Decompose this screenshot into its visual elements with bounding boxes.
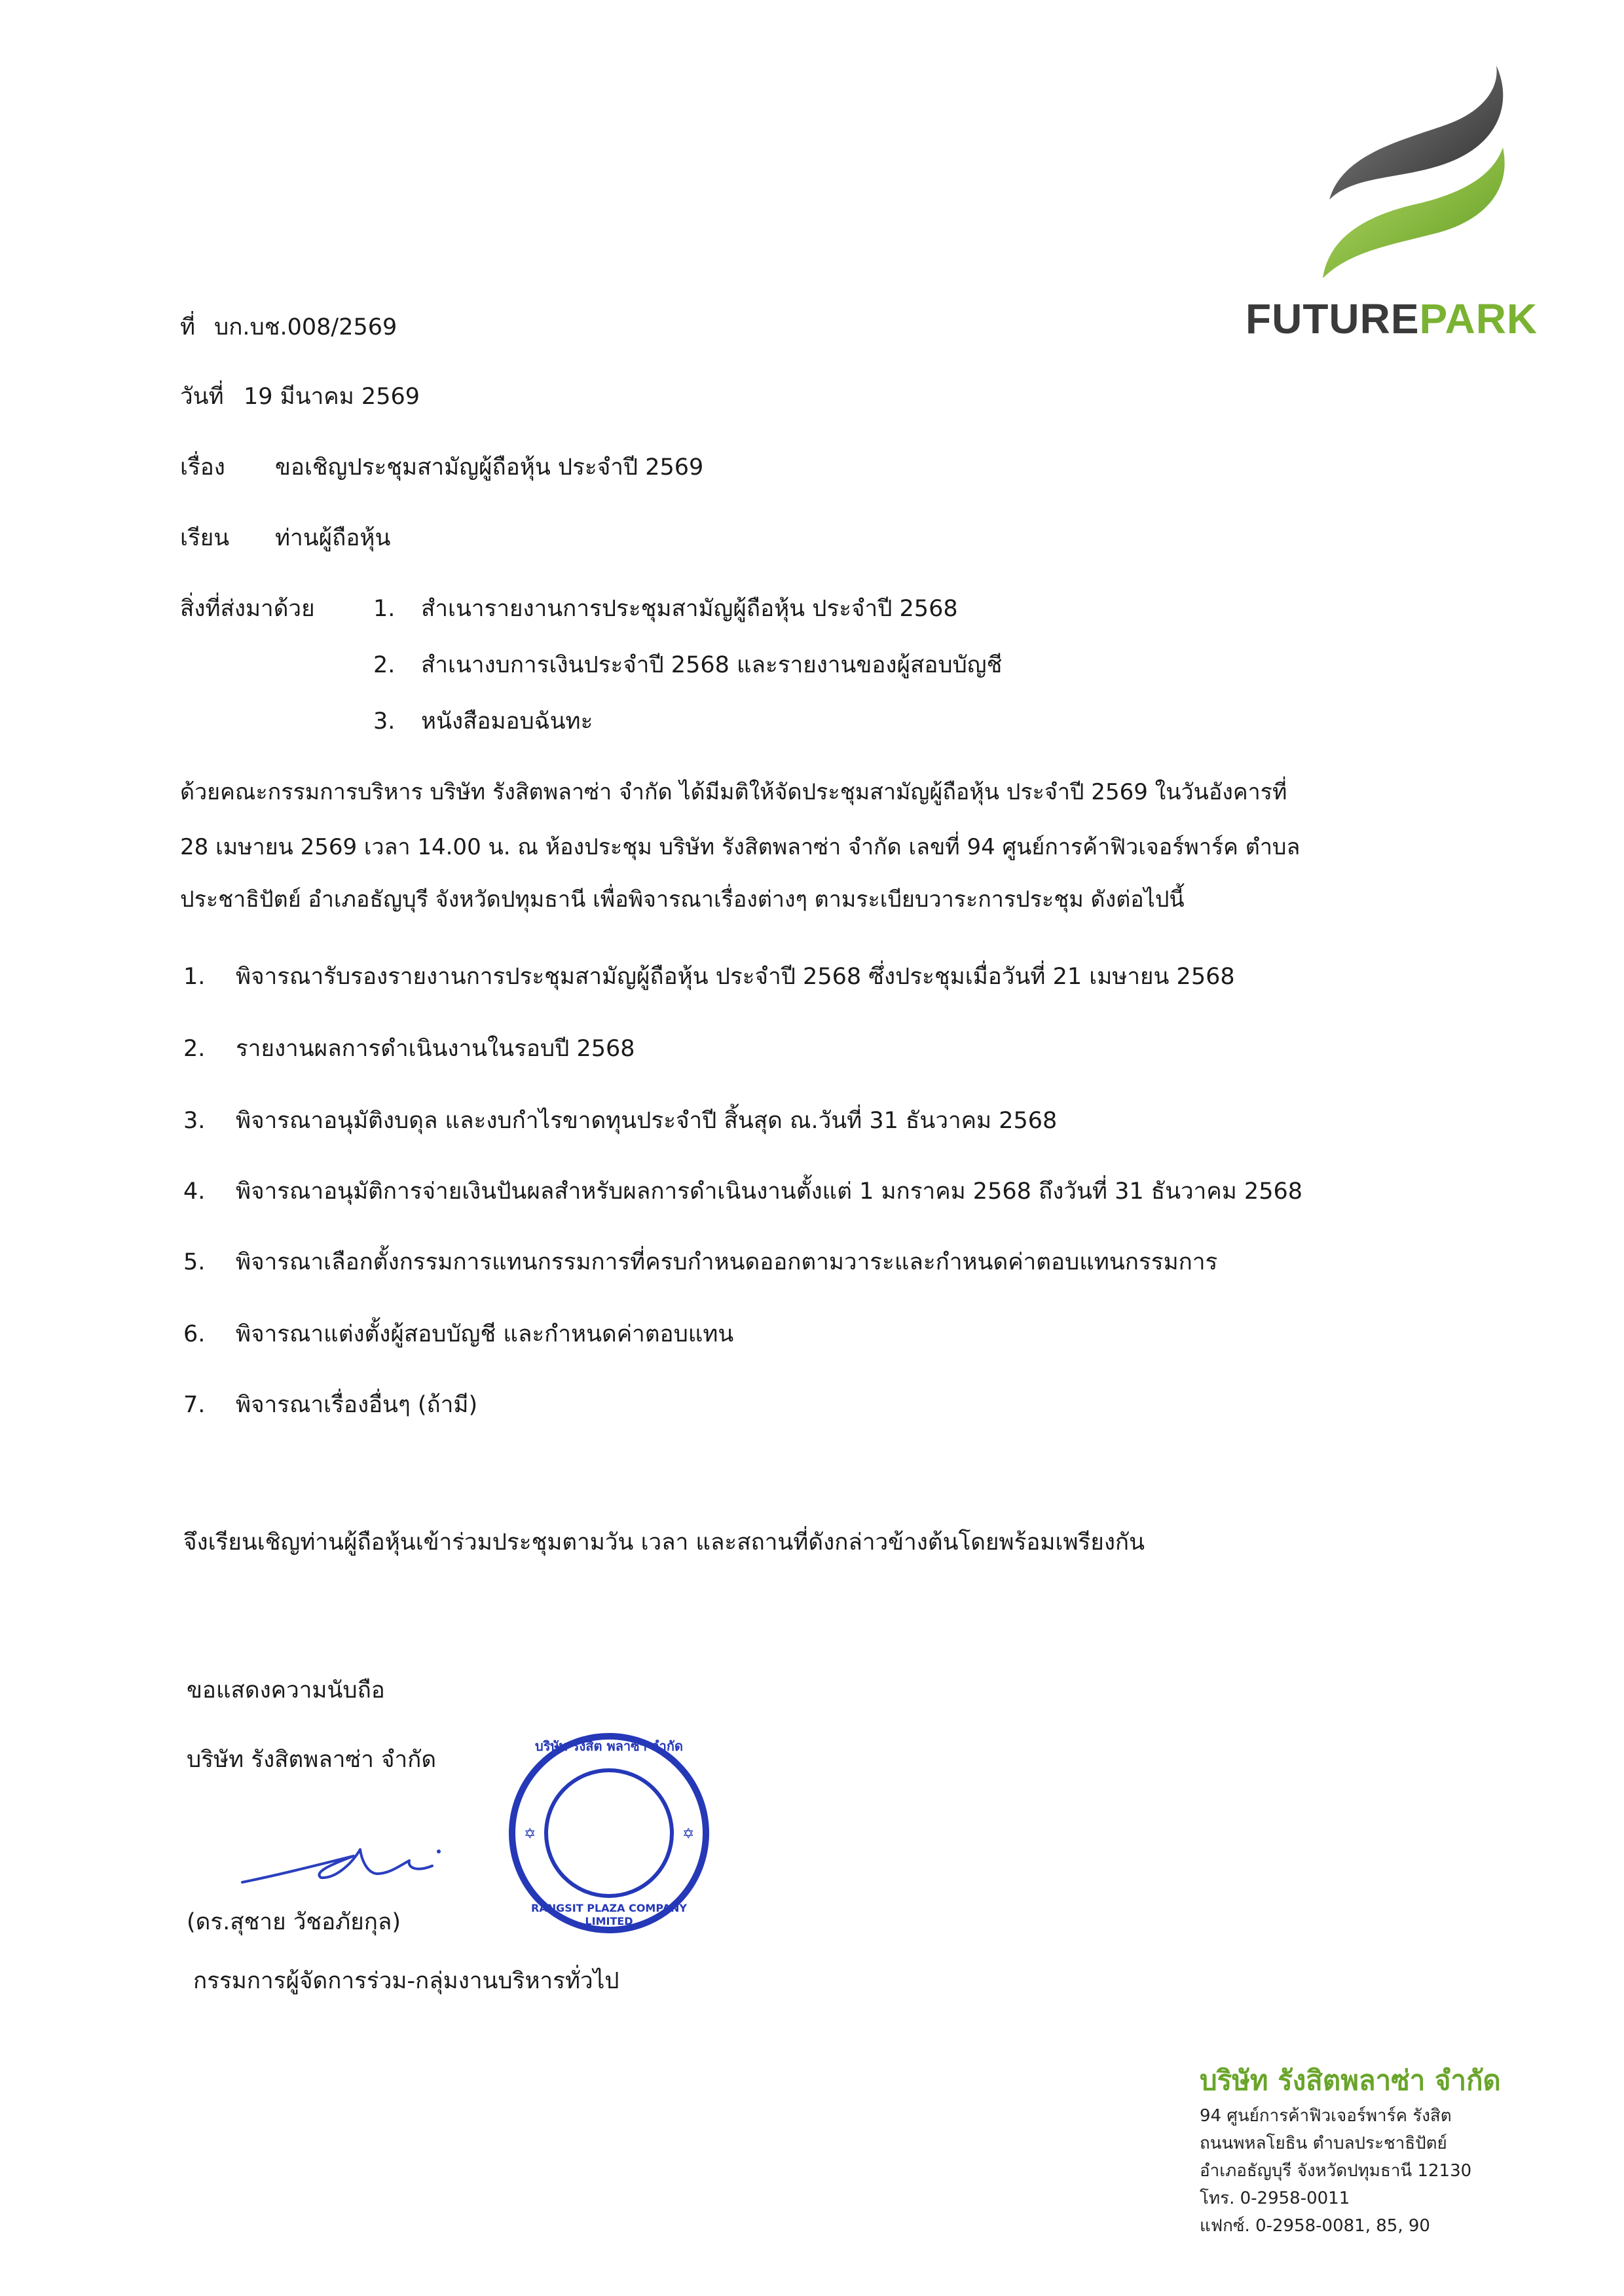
logo-word-future: FUTURE bbox=[1246, 295, 1420, 342]
intro-line: ด้วยคณะกรรมการบริหาร บริษัท รังสิตพลาซ่า จำกัด ได้มีมติให้จัดประชุมสามัญผู้ถือหุ้น ประจำปี 2569 ในวันอังคารที่ bbox=[180, 779, 1287, 805]
agenda-item: พิจารณาเรื่องอื่นๆ (ถ้ามี) bbox=[236, 1392, 478, 1418]
agenda-item: พิจารณาแต่งตั้งผู้สอบบัญชี และกำหนดค่าตอบแทน bbox=[236, 1321, 734, 1347]
agenda-item: พิจารณาอนุมัติการจ่ายเงินปันผลสำหรับผลการดำเนินงานตั้งแต่ 1 มกราคม 2568 ถึงวันที่ 31 ธันวาคม 2568 bbox=[236, 1178, 1303, 1205]
footer-phone: โทร. 0-2958-0011 bbox=[1200, 2189, 1350, 2208]
subject-value: ขอเชิญประชุมสามัญผู้ถือหุ้น ประจำปี 2569 bbox=[275, 454, 704, 481]
footer-line: ถนนพหลโยธิน ตำบลประชาธิปัตย์ bbox=[1200, 2134, 1447, 2153]
svg-text:✡: ✡ bbox=[682, 1826, 695, 1842]
ref-value: บก.บช.008/2569 bbox=[214, 314, 397, 340]
futurepark-logo-icon bbox=[1303, 62, 1519, 285]
svg-text:✡: ✡ bbox=[524, 1826, 536, 1842]
seal-english-text: RANGSIT PLAZA COMPANY LIMITED bbox=[531, 1902, 687, 1927]
agenda-item: พิจารณารับรองรายงานการประชุมสามัญผู้ถือหุ้น ประจำปี 2568 ซึ่งประชุมเมื่อวันที่ 21 เมษายน 2568 bbox=[236, 964, 1235, 990]
closing-text: จึงเรียนเชิญท่านผู้ถือหุ้นเข้าร่วมประชุมตามวัน เวลา และสถานที่ดังกล่าวข้างต้นโดยพร้อมเพรียงกัน bbox=[183, 1529, 1145, 1556]
regards-text: ขอแสดงความนับถือ bbox=[187, 1677, 385, 1704]
agenda-item: รายงานผลการดำเนินงานในรอบปี 2568 bbox=[236, 1036, 635, 1062]
enclosure-num: 1. bbox=[373, 596, 396, 622]
seal-thai-text: บริษัท รังสิต พลาซ่า จำกัด bbox=[535, 1738, 683, 1754]
to-value: ท่านผู้ถือหุ้น bbox=[275, 525, 391, 551]
agenda-num: 2. bbox=[183, 1036, 206, 1062]
signoff-company: บริษัท รังสิตพลาซ่า จำกัด bbox=[187, 1747, 437, 1773]
agenda-num: 5. bbox=[183, 1249, 206, 1275]
agenda-item: พิจารณาเลือกตั้งกรรมการแทนกรรมการที่ครบกำหนดออกตามวาระและกำหนดค่าตอบแทนกรรมการ bbox=[236, 1249, 1218, 1275]
agenda-num: 7. bbox=[183, 1392, 206, 1418]
signer-title: กรรมการผู้จัดการร่วม-กลุ่มงานบริหารทั่วไป bbox=[193, 1968, 619, 1994]
date-value: 19 มีนาคม 2569 bbox=[244, 384, 420, 410]
signer-name: (ดร.สุชาย วัชอภัยกุล) bbox=[187, 1909, 401, 1935]
logo-wordmark bbox=[1246, 296, 1538, 342]
date-label: วันที่ bbox=[180, 384, 224, 410]
enclosure-item: หนังสือมอบฉันทะ bbox=[421, 708, 593, 735]
footer-fax: แฟกซ์. 0-2958-0081, 85, 90 bbox=[1200, 2216, 1430, 2236]
subject-label: เรื่อง bbox=[180, 454, 225, 481]
enclosure-num: 2. bbox=[373, 652, 396, 678]
agenda-num: 1. bbox=[183, 964, 206, 990]
to-label: เรียน bbox=[180, 525, 230, 551]
ref-label: ที่ bbox=[180, 314, 196, 340]
agenda-item: พิจารณาอนุมัติงบดุล และงบกำไรขาดทุนประจำปี สิ้นสุด ณ.วันที่ 31 ธันวาคม 2568 bbox=[236, 1108, 1058, 1134]
intro-line: ประชาธิปัตย์ อำเภอธัญบุรี จังหวัดปทุมธานี เพื่อพิจารณาเรื่องต่างๆ ตามระเบียบวาระการประชุม ดังต่อไปนี้ bbox=[180, 886, 1185, 913]
logo-word-park: PARK bbox=[1419, 295, 1538, 342]
enclosure-item: สำเนางบการเงินประจำปี 2568 และรายงานของผู้สอบบัญชี bbox=[421, 652, 1003, 678]
footer-line: อำเภอธัญบุรี จังหวัดปทุมธานี 12130 bbox=[1200, 2161, 1472, 2181]
enclosure-item: สำเนารายงานการประชุมสามัญผู้ถือหุ้น ประจำปี 2568 bbox=[421, 596, 958, 622]
agenda-num: 4. bbox=[183, 1178, 206, 1205]
intro-line: 28 เมษายน 2569 เวลา 14.00 น. ณ ห้องประชุม บริษัท รังสิตพลาซ่า จำกัด เลขที่ 94 ศูนย์การค้าฟิวเจอร์พาร์ค ตำบล bbox=[180, 834, 1301, 860]
footer-line: 94 ศูนย์การค้าฟิวเจอร์พาร์ค รังสิต bbox=[1200, 2106, 1452, 2126]
enclosure-label: สิ่งที่ส่งมาด้วย bbox=[180, 596, 315, 622]
signature-icon bbox=[236, 1820, 452, 1892]
enclosure-num: 3. bbox=[373, 708, 396, 735]
agenda-num: 6. bbox=[183, 1321, 206, 1347]
agenda-num: 3. bbox=[183, 1108, 206, 1134]
footer-company: บริษัท รังสิตพลาซ่า จำกัด bbox=[1200, 2064, 1501, 2096]
